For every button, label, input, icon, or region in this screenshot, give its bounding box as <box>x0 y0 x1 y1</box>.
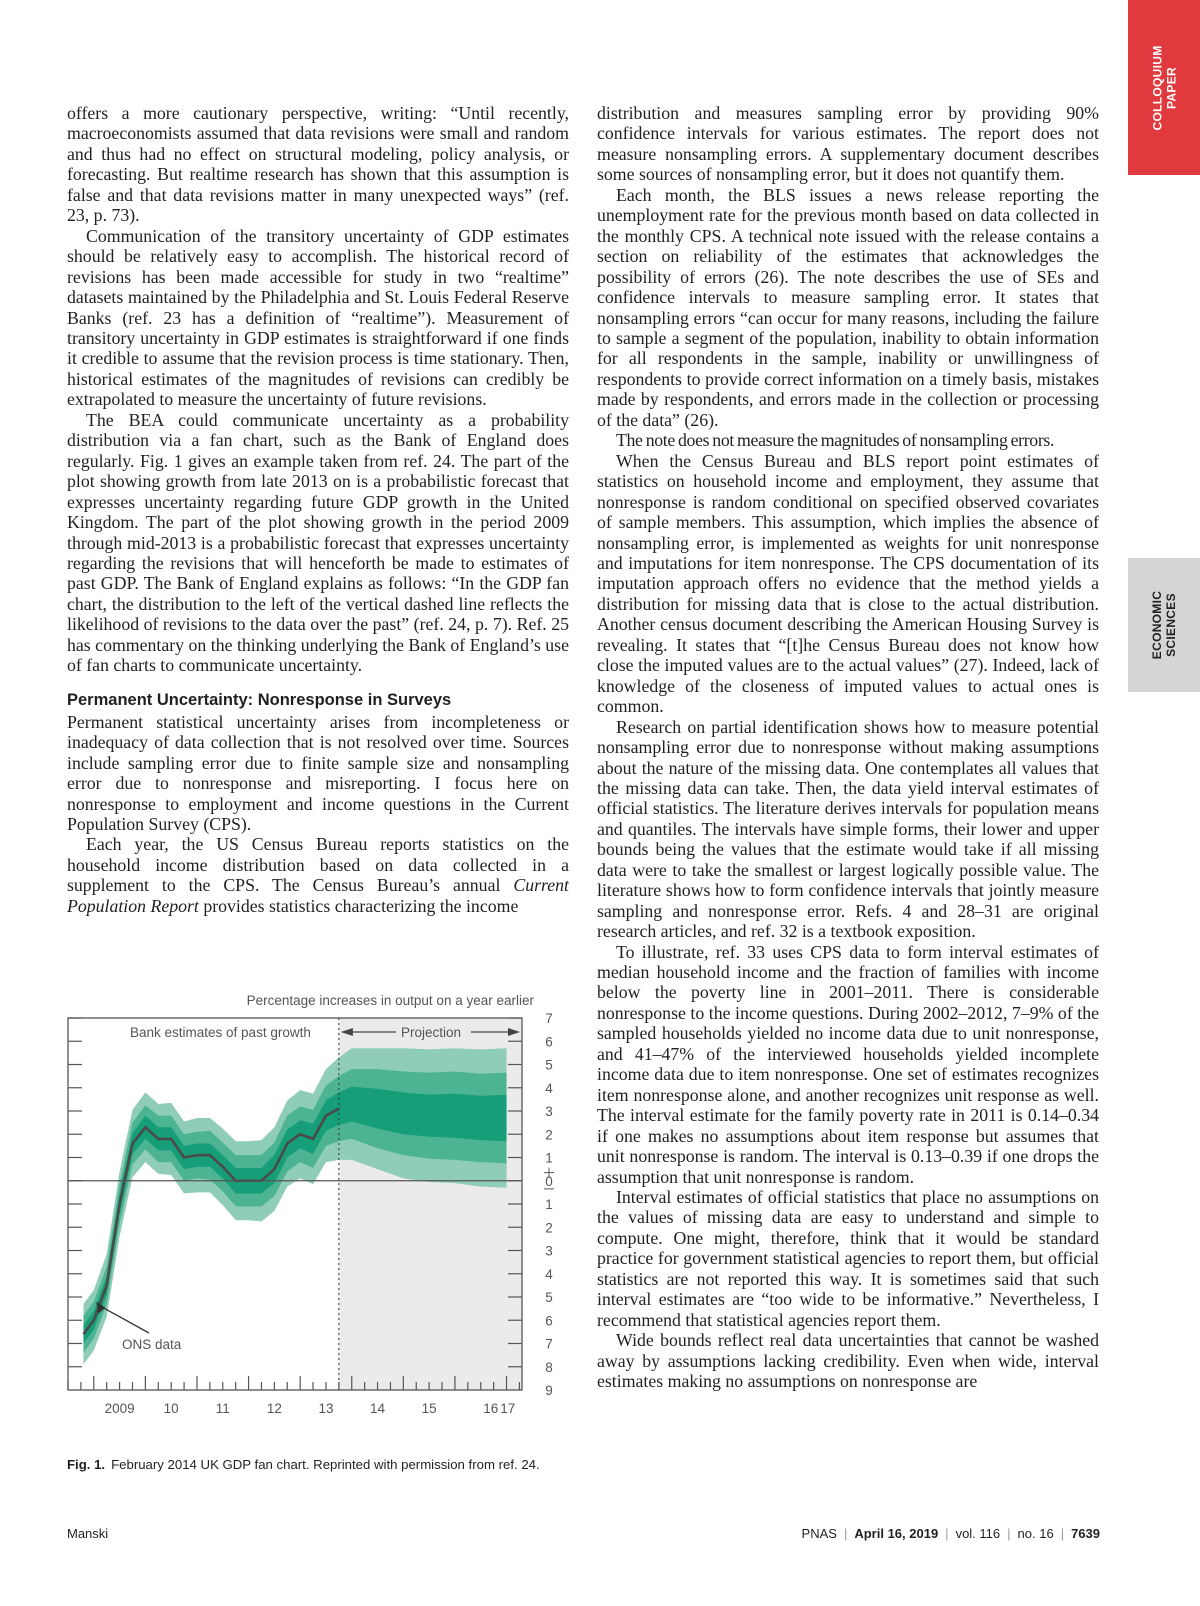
x-tick-label: 11 <box>215 1401 230 1416</box>
y-tick-label: 5 <box>545 1057 553 1073</box>
left-paragraph-2: Communication of the transitory uncertainty of GDP estimates should be relatively easy to accomplish. The historical record of revisions has been made accessible for study in two “realtime” datasets maintained by the Philadelphia and St. Louis Federal Reserve Banks (ref. 23 has a definition of “realtime”). Measurement of transitory uncertainty in GDP estimates is straightforward if one finds it credible to assume that the revision process is time stationary. Then, historical estimates of the magnitudes of revisions can credibly be extrapolated to measure the uncertainty of future revisions. <box>67 225 569 410</box>
footer-issue: no. 16 <box>1017 1526 1054 1541</box>
footer-page: 7639 <box>1071 1526 1100 1541</box>
x-tick-label: 15 <box>421 1401 437 1416</box>
right-paragraph-8: Wide bounds reflect real data uncertainties that cannot be washed away by assumptions lacking credibility. Even when wide, interval estimates making no assumptions on nonresponse are <box>597 1330 1099 1392</box>
left-paragraph-5-start: Each year, the US Census Bureau reports statistics on the household income distribution based on data collected in a supplement to the CPS. The Census Bureau’s annual <box>67 834 569 896</box>
left-paragraph-1: offers a more cautionary perspective, writing: “Until recently, macroeconomists assumed that data revisions were small and random and thus had no effect on structural modeling, policy analysis, or forecasting. But realtime research has shown that this assumption is false and that data revisions matter in many unexpected ways” (ref. 23, p. 73). <box>67 103 569 226</box>
ons-data-label: ONS data <box>122 1337 182 1352</box>
colloquium-paper-tab <box>1128 0 1200 175</box>
left-paragraph-5-end: provides statistics characterizing the income <box>198 895 519 916</box>
right-paragraph-7: Interval estimates of official statistics that place no assumptions on the values of missing data are easy to understand and simple to compute. One might, therefore, think that it would be standard practice for government statistical agencies to report them, but official statistics are not reported this way. It is sometimes said that such interval estimates are “too wide to be informative.” Nevertheless, I recommend that statistical agencies report them. <box>597 1187 1099 1330</box>
y-tick-label: 5 <box>545 1290 553 1305</box>
x-tick-label: 2009 <box>104 1401 135 1416</box>
footer-citation: PNAS | April 16, 2019 | vol. 116 | no. 16 | 7639 <box>801 1526 1100 1541</box>
x-tick-label: 12 <box>266 1401 282 1416</box>
colloquium-paper-label: COLLOQUIUM PAPER <box>1150 45 1178 130</box>
y-tick-label: 4 <box>545 1266 553 1282</box>
y-tick-label: 9 <box>545 1383 553 1398</box>
y-tick-label: 6 <box>545 1313 553 1329</box>
left-column <box>67 103 569 916</box>
y-tick-label: 1 <box>545 1150 553 1166</box>
y-tick-label: 2 <box>545 1220 553 1236</box>
chart-title: Percentage increases in output on a year earlier <box>246 993 534 1008</box>
caption-label: Fig. 1. <box>67 1457 106 1472</box>
y-tick-label: 2 <box>545 1127 553 1143</box>
right-paragraph-4: When the Census Bureau and BLS report point estimates of statistics on household income and employment, they assume that nonresponse is random conditional on specified observed covariates of sample members. This assumption, which implies the absence of nonsampling error, is implemented as weights for unit nonresponse and imputations for item nonresponse. The CPS documentation of its imputation approach offers no evidence that the method yields a distribution for missing data that is close to the actual distribution. Another census document describing the American Housing Survey is revealing. It states that “[t]he Census Bureau does not know how close the imputed values are to the actual values” (27). Indeed, lack of knowledge of the closeness of imputed values to actual ones is common. <box>597 450 1099 717</box>
right-paragraph-5: Research on partial identification shows how to measure potential nonsampling error due to nonresponse without making assumptions about the nature of the missing data. One contemplates all values that the missing data can take. Then, the data yield interval estimates of official statistics. The literature derives intervals for population means and quantiles. The intervals have simple forms, their lower and upper bounds being the values that the estimate would take if all missing data were to take the smallest or largest logically possible value. The literature shows how to form confidence intervals that jointly measure sampling and nonresponse error. Refs. 4 and 28–31 are original research articles, and ref. 32 is a textbook exposition. <box>597 716 1099 942</box>
right-paragraph-2: Each month, the BLS issues a news release reporting the unemployment rate for the previous month based on data collected in the monthly CPS. A technical note issued with the release contains a section on reliability of the estimates that acknowledges the possibility of errors (26). The note describes the use of SEs and confidence intervals to measure sampling error. It states that nonsampling errors “can occur for many reasons, including the failure to sample a segment of the population, inability to obtain information for all respondents in the sample, inability or unwillingness of respondents to provide correct information on a timely basis, mistakes made by respondents, and errors made in the collection or processing of the data” (26). <box>597 184 1099 430</box>
left-paragraph-5 <box>67 834 569 916</box>
figure-caption <box>67 1456 569 1474</box>
x-tick-label: 14 <box>370 1401 386 1416</box>
right-paragraph-6: To illustrate, ref. 33 uses CPS data to form interval estimates of median household income and the fraction of families with income below the poverty line in 2001–2011. There is considerable nonresponse to the income questions. During 2002–2012, 7–9% of the sampled households yielded no income data due to unit nonresponse, and 41–47% of the interviewed households yielded incomplete income data due to item nonresponse. One set of estimates recognizes item nonresponse alone, and another recognizes unit response as well. The interval estimate for the family poverty rate in 2011 is 0.14–0.34 if one makes no assumptions about item response but assumes that unit nonresponse is random. The interval is 0.13–0.39 if one drops the assumption that unit nonresponse is random. <box>597 941 1099 1187</box>
right-column <box>597 103 1099 1392</box>
y-tick-label: 3 <box>545 1104 553 1119</box>
section-heading: Permanent Uncertainty: Nonresponse in Surveys <box>67 690 452 709</box>
y-tick-label: 0 <box>545 1173 553 1189</box>
footer-date: April 16, 2019 <box>854 1526 939 1541</box>
gdp-fan-chart <box>60 993 580 1440</box>
footer-volume: vol. 116 <box>955 1526 1001 1541</box>
y-tick-label: 6 <box>545 1034 553 1050</box>
x-tick-label: 10 <box>163 1401 179 1416</box>
economic-sciences-tab <box>1128 558 1200 692</box>
report-title: Current Population Report <box>67 875 569 916</box>
y-tick-label: 7 <box>545 1336 553 1352</box>
footer-author: Manski <box>67 1526 109 1541</box>
left-paragraph-3: The BEA could communicate uncertainty as a probability distribution via a fan chart, such as the Bank of England does regularly. Fig. 1 gives an example taken from ref. 24. The part of the plot showing growth from late 2013 on is a probabilistic forecast that expresses uncertainty regarding future GDP growth in the United Kingdom. The part of the plot showing growth in the period 2009 through mid-2013 is a probabilistic forecast that expresses uncertainty regarding the revisions that will henceforth be made to estimates of past GDP. The Bank of England explains as follows: “In the GDP fan chart, the distribution to the left of the vertical dashed line reflects the likelihood of revisions to the data over the past” (ref. 24, p. 7). Ref. 25 has commentary on the thinking underlying the Bank of England’s use of fan charts to communicate uncertainty. <box>67 409 569 676</box>
economic-sciences-label: ECONOMIC SCIENCES <box>1150 590 1178 660</box>
x-tick-label: 13 <box>318 1401 334 1416</box>
ons-arrow-shaft <box>99 1306 149 1333</box>
left-paragraph-4: Permanent statistical uncertainty arises from incompleteness or inadequacy of data collection that is not resolved over time. Sources include sampling error due to finite sample size and nonsampling error due to nonresponse and misreporting. I focus here on nonresponse to employment and income questions in the Current Population Survey (CPS). <box>67 711 569 834</box>
past-growth-label: Bank estimates of past growth <box>130 1025 311 1040</box>
y-tick-label: 4 <box>545 1080 553 1096</box>
right-paragraph-1: distribution and measures sampling error by providing 90% confidence intervals for various estimates. The report does not measure nonsampling errors. A supplementary document describes some sources of nonsampling error, but it does not quantify them. <box>597 103 1099 185</box>
right-paragraph-3: The note does not measure the magnitudes of nonsampling errors. <box>616 430 1055 451</box>
projection-label: Projection <box>401 1025 462 1040</box>
x-tick-label: 16 <box>483 1401 499 1416</box>
x-tick-label: 17 <box>500 1401 516 1416</box>
y-tick-label: 3 <box>545 1243 553 1259</box>
caption-text: February 2014 UK GDP fan chart. Reprinted with permission from ref. 24. <box>111 1457 540 1472</box>
y-tick-label: 7 <box>545 1011 553 1026</box>
footer-journal: PNAS <box>801 1526 837 1541</box>
y-tick-label: 1 <box>545 1197 553 1212</box>
y-tick-label: 8 <box>545 1359 553 1375</box>
